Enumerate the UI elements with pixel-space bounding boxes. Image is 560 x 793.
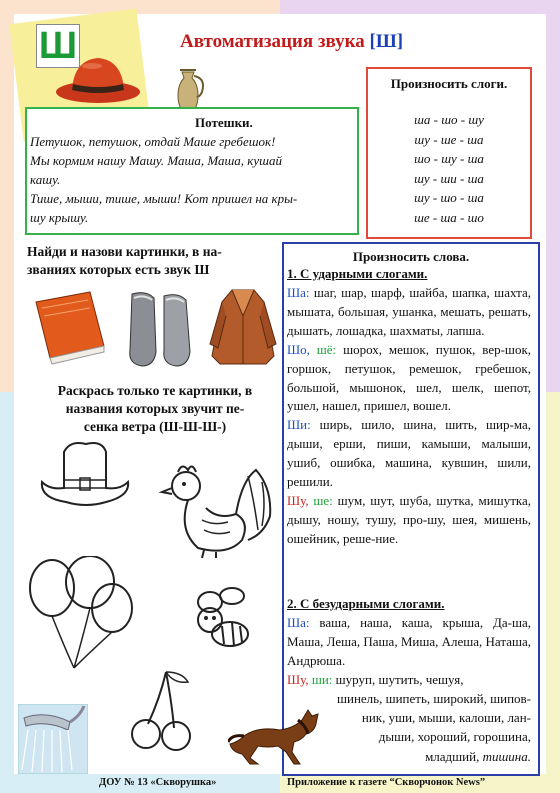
syllable-row: ша - шо - шу [414,112,484,127]
rhyme-line: шу крышу. [30,210,89,225]
rhyme-line: кашу. [30,172,61,187]
rhymes-heading: Потешки. [195,115,253,130]
words-heading: Произносить слова. [352,249,470,264]
word-group-shu: Шу, ше: шум, шут, шуба, шутка, мишутка, дышу, ношу, тушу, про-шу, шея, мишень, ошейник, реше-ние. [287,492,532,546]
word-group-sho: Шо, шё: шорох, мешок, пушок, вер-шок, горшок, петушок, ремешок, гребешок, большой, мышонок, шел, шелк, шепот, ушел, нашел, пришел, вошел. [287,341,532,414]
syllables-heading: Произносить слоги. [390,76,508,91]
word-group-sha: Ша: шаг, шар, шарф, шайба, шапка, шахта, мышата, большая, ушанка, мешать, решать, дышать, лошадка, шахматы, лапша. [287,285,531,338]
coloring-heading: Раскрась только те картинки, в названия которых звучит пе- сенка ветра (Ш-Ш-Ш-) [57,383,253,434]
syllables-list [366,110,532,227]
rhyme-line: Мы кормим нашу Машу. Маша, Маша, кушай [30,153,282,168]
horse-icon [228,706,326,768]
cherries-icon [126,668,196,754]
rhyme-line: Петушок, петушок, отдай Маше гребешок! [30,134,276,149]
word-group-shu-unstressed: Шу, ши: шуруп, шутить, чешуя, [287,671,464,687]
page-title: Автоматизация звука [Ш] [180,31,404,52]
fur-coat-icon [206,286,280,368]
shoes-icon [124,290,198,370]
footer-left: ДОУ № 13 «Скворушка» [99,777,217,788]
cowboy-hat-icon [36,438,136,518]
shower-icon [18,704,88,774]
syllable-row: шу - шо - ша [414,190,484,205]
rhyme-line: Тише, мыши, тише, мыши! Кот пришел на кры- [30,191,298,206]
syllable-row: шу - ше - ша [414,131,484,147]
syllable-row: шо - шу - ша [414,151,484,166]
section-stressed-heading: 1. С ударными слогами. [287,266,428,281]
word-group-sha-unstressed: Ша: ваша, наша, каша, крыша, Да-ша, Маша, Леша, Паша, Миша, Алеша, Наташа, Андрюша. [287,615,532,668]
rooster-icon [158,460,276,560]
rhymes-text [30,132,352,227]
word-group-shi: Ши: ширь, шило, шина, шить, шир-ма, дыши, ерши, пиши, камыши, малыши, ушиб, ошибка, машина, кувшин, шили, решили. [287,417,532,490]
letter-tile: Ш [36,24,80,68]
syllable-row: ше - ша - шо [414,209,484,225]
book-icon [32,288,108,366]
words-tail: шинель, шипеть, широкий, шипов- ник, уши, мыши, калоши, лан- дыши, хороший, горошина, младший, тишина. [287,689,531,766]
words-stressed [287,284,531,549]
section-unstressed-heading: 2. С безударными слогами. [287,596,445,611]
footer-right: Приложение к газете “Скворчонок News” [287,777,486,788]
hat-icon [52,50,144,106]
bee-icon [188,586,260,652]
syllable-row: шу - ши - ша [414,170,484,186]
find-heading: Найди и назови картинки, в на- званиях которых есть звук Ш [27,244,222,277]
last-word-line: младший, тишина. [425,748,531,764]
words-unstressed [287,614,531,690]
balloons-icon [24,556,136,676]
